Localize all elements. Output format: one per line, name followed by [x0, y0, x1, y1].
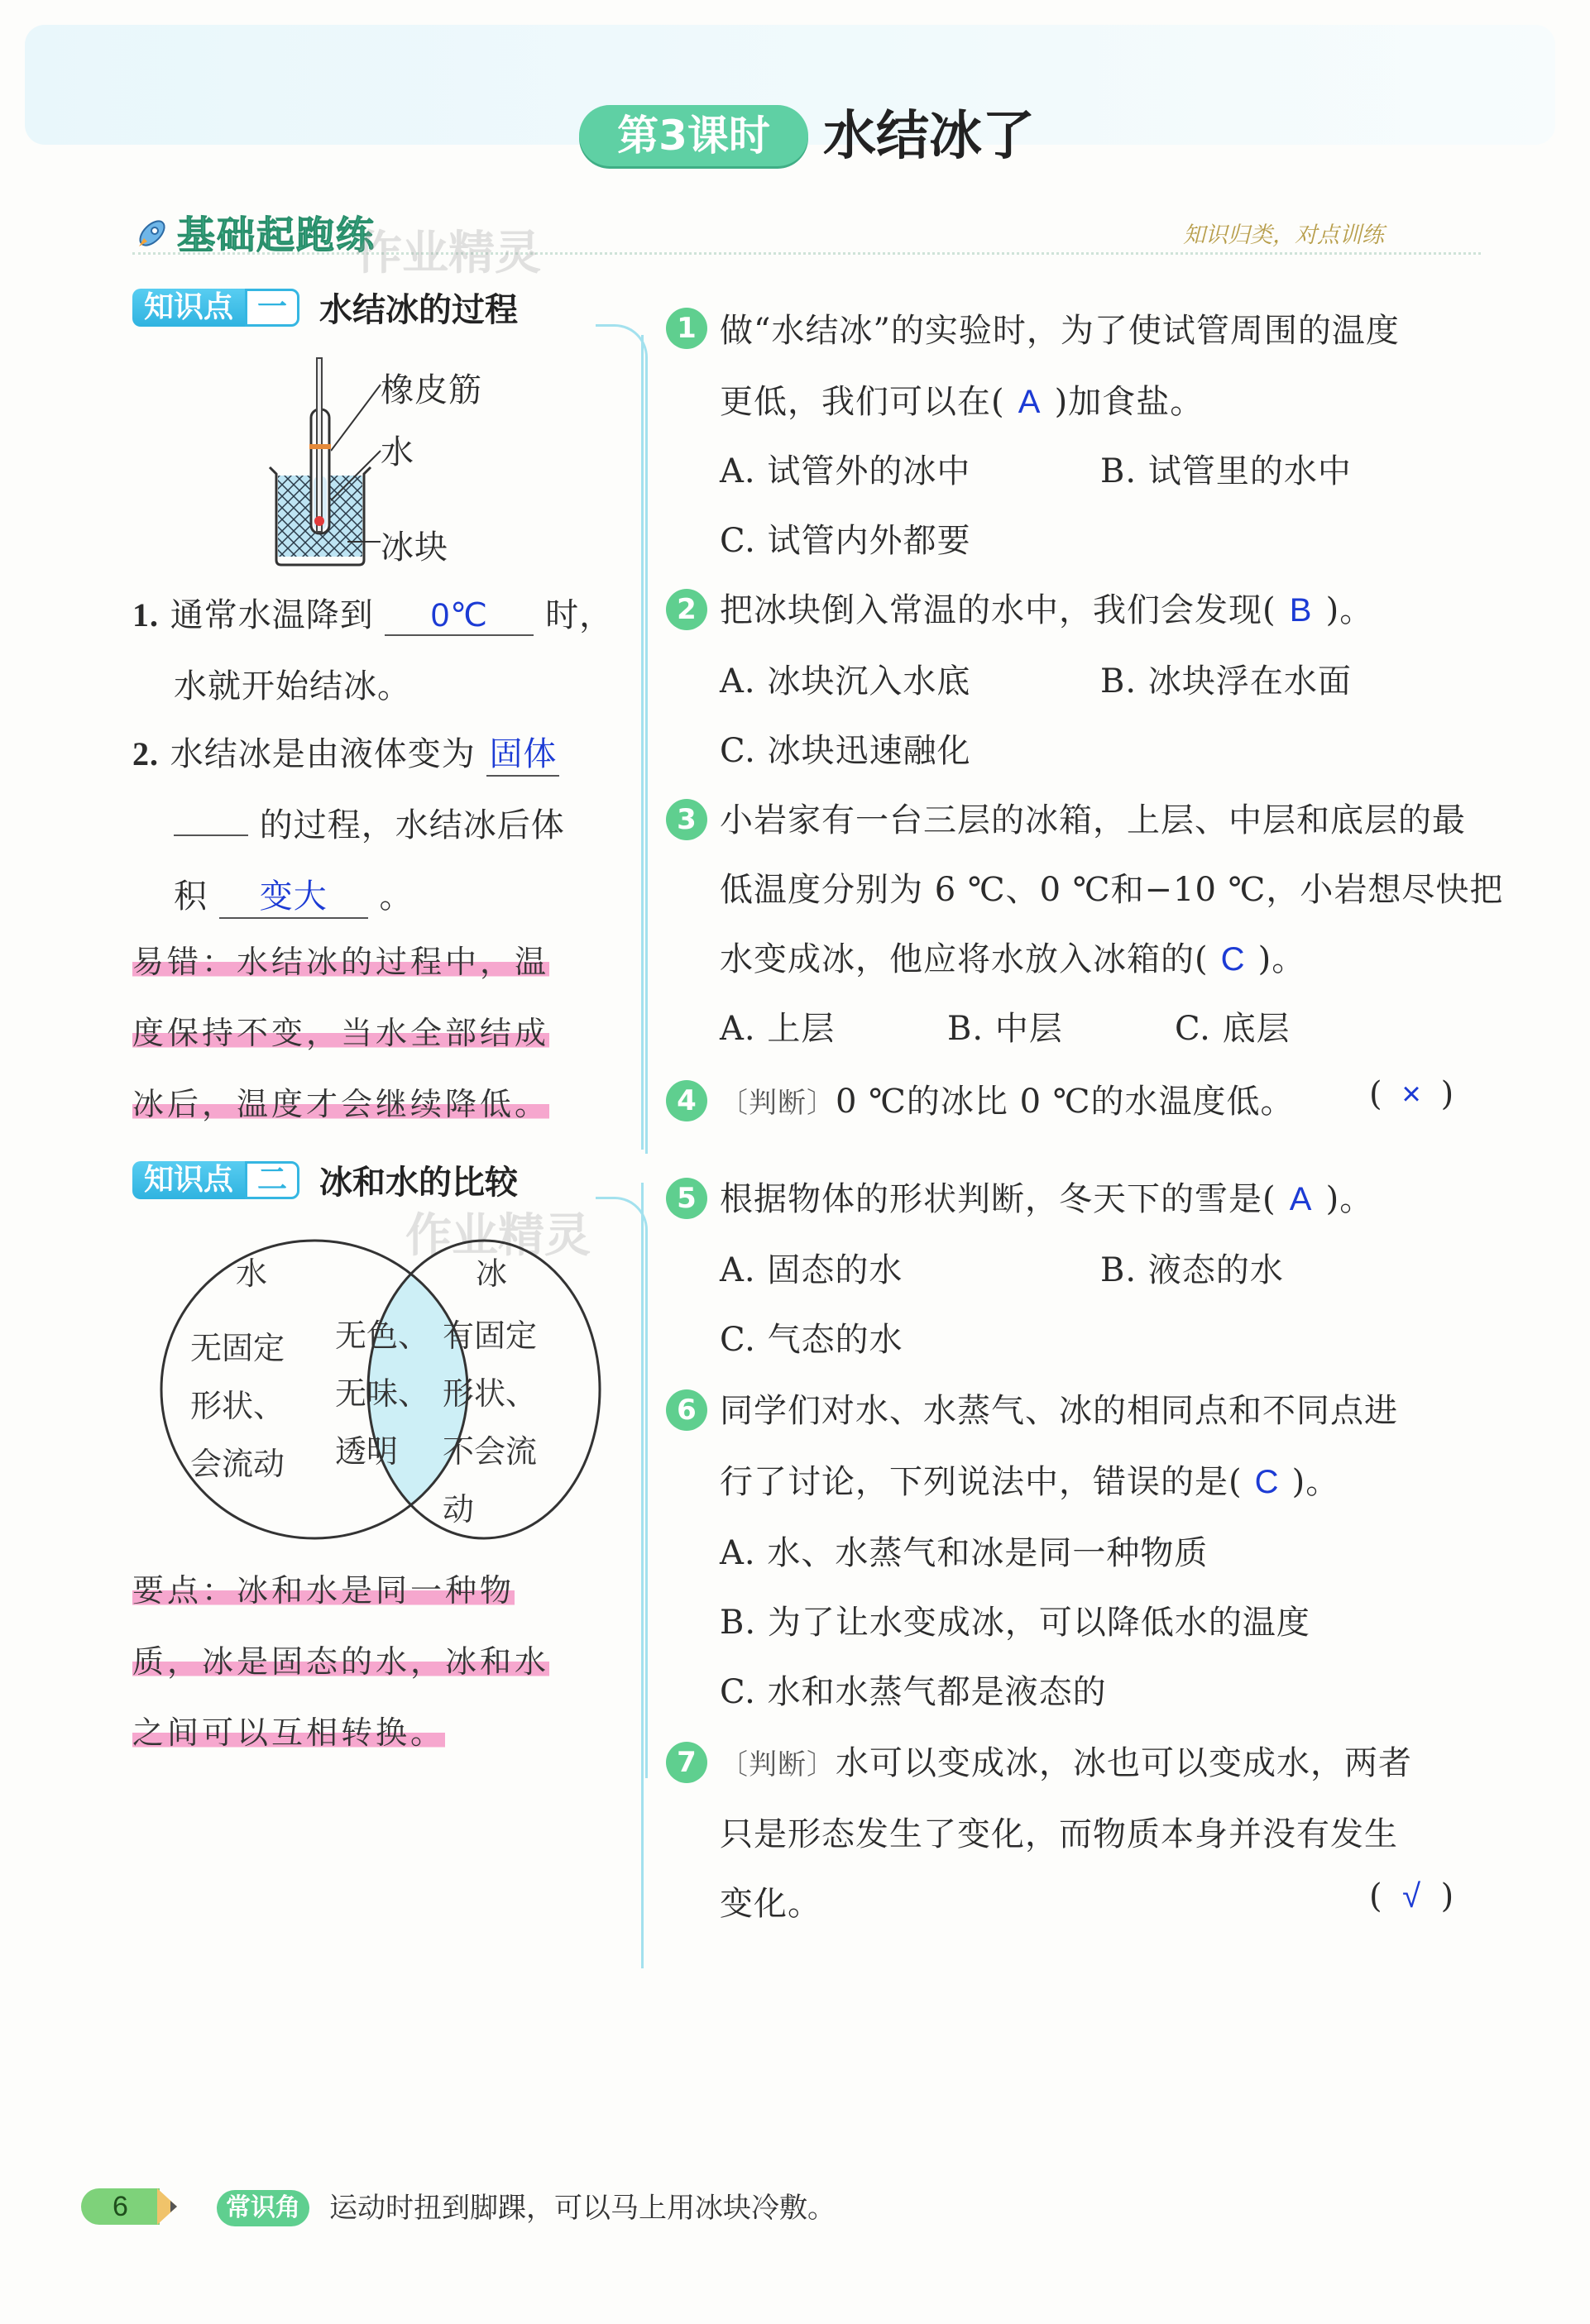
- answer: ×: [1401, 1076, 1422, 1112]
- judge-answer: [1369, 1075, 1454, 1113]
- venn-item: 无固定: [190, 1330, 285, 1366]
- answer: A: [1018, 384, 1042, 420]
- option: B. 冰块浮在水面: [1100, 662, 1352, 701]
- question-6-line2: [720, 1456, 1339, 1503]
- figure-label: 水: [381, 433, 414, 471]
- section-title: 基础起跑练: [177, 213, 376, 257]
- venn-item: 会流动: [190, 1446, 285, 1482]
- option: B. 液态的水: [1100, 1251, 1284, 1289]
- question-text: 行了讨论，下列说法中，错误的是(: [720, 1463, 1243, 1501]
- option: A. 上层: [720, 1010, 836, 1048]
- option: C. 水和水蒸气都是液态的: [720, 1673, 1107, 1711]
- kp1-number: 一: [245, 289, 299, 327]
- question-text: )。: [1325, 591, 1374, 629]
- venn-right-items: [443, 1307, 537, 1538]
- lesson-title: 水结冰了: [823, 106, 1035, 167]
- paren: (: [1369, 1075, 1383, 1113]
- question-text: 低温度分别为 6 ℃、0 ℃和−10 ℃，小岩想尽快把: [720, 871, 1504, 909]
- question-text: 。: [379, 877, 414, 916]
- question-2: [720, 584, 1373, 631]
- question-text: 根据物体的形状判断，冬天下的雪是(: [720, 1180, 1276, 1218]
- venn-item: 不会流: [443, 1433, 538, 1470]
- judge-answer: [1369, 1877, 1454, 1915]
- question-text: 积: [174, 877, 208, 916]
- venn-right-title: 冰: [476, 1255, 508, 1292]
- kp2-tag: 知识点: [132, 1161, 245, 1199]
- judge-prefix: 〔判断〕: [720, 1087, 836, 1120]
- question-3-line3: [720, 933, 1305, 980]
- paren: (: [1369, 1877, 1383, 1915]
- option: C. 底层: [1175, 1010, 1291, 1048]
- question-number-badge: 1: [666, 308, 707, 349]
- question-text: 水就开始结冰。: [174, 667, 411, 705]
- question-text: 把冰块倒入常温的水中，我们会发现(: [720, 591, 1276, 629]
- question-number: 1.: [132, 596, 159, 634]
- venn-left-items: [190, 1319, 285, 1493]
- venn-item: 透明: [335, 1433, 399, 1470]
- figure-label: 冰块: [381, 528, 448, 567]
- kp1-tag: 知识点: [132, 289, 245, 327]
- question-number-badge: 3: [666, 799, 707, 840]
- tip-text: 运动时扭到脚踝，可以马上用冰块冷敷。: [329, 2192, 836, 2225]
- kp1-title: 水结冰的过程: [319, 291, 519, 329]
- note-line: 冰后，温度才会继续降低。: [132, 1086, 550, 1122]
- question-text: )。: [1325, 1180, 1374, 1218]
- watermark: 作业精灵: [356, 227, 541, 280]
- lesson-tag: 第3课时: [579, 105, 808, 166]
- note-line: 之间可以互相转换。: [132, 1714, 446, 1751]
- question-text: )。: [1291, 1463, 1340, 1501]
- option: A. 冰块沉入水底: [720, 662, 971, 701]
- venn-item: 形状、: [190, 1388, 285, 1424]
- question-text: 0 ℃的冰比 0 ℃的水温度低。: [836, 1083, 1295, 1121]
- question-1-line2: [720, 375, 1204, 423]
- question-text: 更低，我们可以在(: [720, 383, 1005, 421]
- question-text: 水结冰是由液体变为: [170, 735, 476, 773]
- question-5: [720, 1173, 1373, 1220]
- option: A. 试管外的冰中: [720, 452, 971, 490]
- venn-item: 动: [443, 1491, 475, 1528]
- paren: ): [1440, 1877, 1455, 1915]
- option: B. 为了让水变成冰，可以降低水的温度: [720, 1604, 1310, 1642]
- answer: B: [1289, 592, 1313, 629]
- question-number-badge: 2: [666, 589, 707, 630]
- kp2-title: 冰和水的比较: [319, 1164, 519, 1202]
- paren: ): [1440, 1075, 1455, 1113]
- question-text: 只是形态发生了变化，而物质本身并没有发生: [720, 1815, 1398, 1853]
- venn-middle-items: [335, 1307, 429, 1480]
- questions-frame: [641, 1183, 660, 1968]
- kp2-number: 二: [245, 1161, 299, 1199]
- question-text: 通常水温降到: [170, 596, 374, 634]
- kp1-header: [132, 284, 518, 331]
- kp2-header: [132, 1156, 518, 1203]
- question-number-badge: 6: [666, 1389, 707, 1431]
- option: B. 试管里的水中: [1100, 452, 1352, 490]
- kp1-note: [132, 926, 629, 1140]
- question-text: )。: [1257, 940, 1306, 978]
- answer: √: [1402, 1878, 1422, 1915]
- venn-item: 无色、: [335, 1317, 430, 1354]
- option: C. 冰块迅速融化: [720, 732, 971, 770]
- question-text: )加食盐。: [1054, 383, 1204, 421]
- judge-prefix: 〔判断〕: [720, 1748, 836, 1781]
- kp1-question-2-line2: [174, 799, 565, 846]
- note-line: 要点：冰和水是同一种物: [132, 1572, 515, 1609]
- note-line: 质，冰是固态的水，冰和水: [132, 1643, 550, 1680]
- answer-blank-continued: [174, 834, 248, 836]
- question-4: [720, 1075, 1295, 1122]
- option: C. 试管内外都要: [720, 522, 971, 560]
- question-text: 时，: [545, 596, 614, 634]
- answer-blank: 固体: [486, 728, 559, 777]
- watermark: 作业精灵: [405, 1209, 591, 1263]
- venn-item: 无味、: [335, 1375, 430, 1412]
- venn-item: 形状、: [443, 1375, 538, 1412]
- note-line: 度保持不变，当水全部结成: [132, 1015, 550, 1051]
- figure-label: 橡皮筋: [381, 371, 482, 409]
- question-number-badge: 4: [666, 1080, 707, 1121]
- note-line: 易错：水结冰的过程中，温: [132, 944, 550, 980]
- rocket-icon: [132, 213, 172, 253]
- option: B. 中层: [947, 1010, 1063, 1048]
- tip-badge: 常识角: [217, 2190, 309, 2226]
- question-7: [720, 1737, 1412, 1784]
- pencil-tip-icon: [157, 2188, 177, 2225]
- venn-left-title: 水: [236, 1255, 268, 1292]
- question-number-badge: 5: [666, 1178, 707, 1219]
- question-text: 做“水结冰”的实验时，为了使试管周围的温度: [720, 312, 1400, 350]
- question-number: 2.: [132, 735, 159, 772]
- kp1-question-2: [132, 728, 559, 777]
- questions-frame: [641, 335, 660, 1150]
- question-text: 水可以变成冰，冰也可以变成水，两者: [836, 1744, 1412, 1782]
- kp1-question-1: [132, 589, 629, 636]
- answer: A: [1289, 1181, 1313, 1217]
- kp1-question-2-line3: [174, 870, 413, 919]
- kp2-note: [132, 1555, 629, 1768]
- answer: C: [1254, 1464, 1280, 1500]
- answer: C: [1220, 941, 1246, 978]
- question-text: 小岩家有一台三层的冰箱，上层、中层和底层的最: [720, 801, 1466, 839]
- question-text: 水变成冰，他应将水放入冰箱的(: [720, 940, 1209, 978]
- option: A. 固态的水: [720, 1251, 903, 1289]
- question-text: 的过程，水结冰后体: [259, 806, 565, 844]
- answer-blank: 变大: [219, 870, 368, 919]
- option: C. 气态的水: [720, 1321, 903, 1359]
- section-divider: [132, 252, 1481, 255]
- page-number: 6: [81, 2188, 160, 2225]
- question-text: 同学们对水、水蒸气、冰的相同点和不同点进: [720, 1392, 1398, 1430]
- venn-item: 有固定: [443, 1317, 538, 1354]
- answer-blank: 0℃: [385, 596, 534, 636]
- question-number-badge: 7: [666, 1742, 707, 1783]
- section-hint: 知识归类，对点训练: [1183, 222, 1384, 248]
- question-text: 变化。: [720, 1885, 821, 1923]
- option: A. 水、水蒸气和冰是同一种物质: [720, 1534, 1209, 1572]
